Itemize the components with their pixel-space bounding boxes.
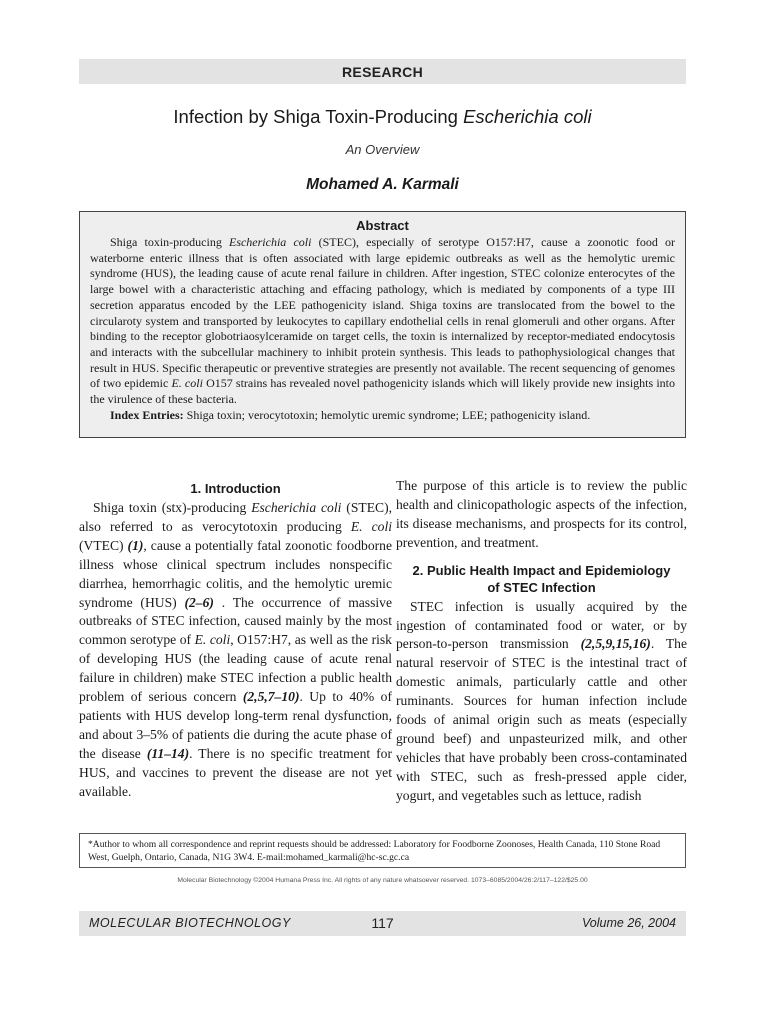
copyright-line: Molecular Biotechnology ©2004 Humana Press Inc. All rights of any nature whatsoever reserved. 1073–6085/2004/26:2/117–122/$25.00: [177, 877, 588, 884]
page-number: 117: [371, 915, 394, 931]
species-name: Escherichia coli: [251, 500, 342, 515]
page-footer: [79, 911, 686, 936]
purpose-paragraph: The purpose of this article is to review the public health and clinicopathologic aspects of the infection, its disease mechanisms, and prospects for its control, prevention, and treatment.: [396, 478, 687, 550]
citation-ref: (2,5,9,15,16): [580, 636, 651, 652]
citation-ref: (2,5,7–10): [242, 689, 300, 705]
text-fragment: . The occurrence of massive outbreaks of STEC infection, caused mainly by the most common serotype of: [79, 594, 392, 648]
abstract-fragment: (STEC), especially of serotype O157:H7, cause a zoonotic food or waterborne enteric illness that is often associated with large epidemic outbreaks as well as the hemolytic uremic syndrome (HUS), the leading cause of acute renal failure in children. After ingestion, STEC colonize enterocytes of the large bowel with a characteristic attaching and effacing pathology, which is mediated by components of a type III secretion apparatus encoded by the LEE pathogenicity island. Shiga toxins are translocated from the bowel to the circularoty system and transported by leukocytes to capillary endothelial cells in renal glomeruli and other organs. After binding to the receptor globotriaosylceramide on target cells, the toxin is internalized by receptor-mediated endocytosis and interacts with the subcellular machinery to inhibit protein synthesis. This leads to pathophysiological changes that result in HUS. Specific therapeutic or preventive strategies are presently not available. The recent sequencing of genomes of two epidemic: [90, 235, 675, 391]
text-fragment: (VTEC): [79, 537, 128, 553]
text-fragment: , O157:H7, as well as the risk of developing HUS (the leading cause of acute renal failure in children) make STEC infection a public health problem of serious concern: [79, 632, 392, 705]
citation-ref: (1): [127, 537, 144, 553]
text-fragment: . There is no specific treatment for HUS, and vaccines to prevent the disease are not yet available.: [79, 745, 392, 799]
section-heading-epidemiology: [396, 562, 687, 596]
abstract-box: [79, 211, 686, 438]
species-name: E. coli: [194, 632, 231, 648]
author-footnote: *Author to whom all correspondence and reprint requests should be addressed: Laboratory for Foodborne Zoonoses, Health Canada, 110 Stone Road West, Guelph, Ontario, Canada, N1G 3W4. E-mail:mohamed_karmali@hc-sc.gc.ca: [79, 833, 686, 868]
index-entries-text: Shiga toxin; verocytotoxin; hemolytic uremic syndrome; LEE; pathogenicity island.: [183, 407, 591, 422]
title-text: Infection by Shiga Toxin-Producing: [173, 106, 464, 127]
text-fragment: . The natural reservoir of STEC is the intestinal tract of domestic animals, particularly cattle and other ruminants. Sources for human infection include foods of animal origin such as meats (especially ground beef) and unpasteurized milk, and other vehicles that have probably been cross-contaminated with STEC, such as fresh-pressed apple cider, yogurt, and vegetables such as lettuce, radish: [396, 636, 687, 803]
article-subtitle: An Overview: [345, 142, 420, 157]
citation-ref: (11–14): [146, 745, 190, 761]
abstract-text: [90, 235, 675, 408]
species-name: E. coli: [350, 518, 392, 534]
intro-paragraph: [79, 499, 392, 802]
text-fragment: STEC infection is usually acquired by the ingestion of contaminated food or water, or by person-to-person transmission: [396, 598, 687, 652]
article-title: [79, 106, 686, 128]
index-entries-label: Index Entries:: [110, 407, 184, 422]
abstract-heading: Abstract: [356, 218, 409, 233]
citation-ref: (2–6): [184, 594, 214, 610]
text-fragment: Shiga toxin (stx)-producing: [93, 500, 252, 515]
text-fragment: (STEC), also referred to as verocytotoxin producing: [79, 500, 392, 534]
right-column: [396, 477, 687, 806]
index-entries: [90, 408, 675, 424]
section-header: RESEARCH: [79, 59, 686, 84]
author-name: Mohamed A. Karmali: [306, 176, 459, 193]
abstract-species: Escherichia coli: [228, 235, 312, 249]
abstract-species: E. coli: [171, 376, 203, 391]
left-column: [79, 477, 392, 802]
heading-line: of STEC Infection: [487, 579, 596, 595]
section-heading-introduction: 1. Introduction: [190, 481, 281, 496]
title-species: Escherichia coli: [463, 106, 592, 127]
abstract-fragment: Shiga toxin-producing: [110, 235, 229, 249]
text-fragment: , cause a potentially fatal zoonotic foodborne illness whose clinical spectrum includes nonspecific diarrhea, hemorrhagic colitis, and the hemolytic uremic syndrome (HUS): [79, 537, 392, 610]
epidemiology-paragraph: [396, 598, 687, 806]
abstract-fragment: O157 strains has revealed novel pathogenicity islands which will likely provide new insights into the virulence of these bacteria.: [90, 376, 675, 407]
heading-line: 2. Public Health Impact and Epidemiology: [412, 562, 671, 578]
journal-name: MOLECULAR BIOTECHNOLOGY: [89, 916, 291, 930]
volume-info: Volume 26, 2004: [581, 916, 676, 930]
text-fragment: . Up to 40% of patients with HUS develop long-term renal dysfunction, and about 3–5% of patients die during the acute phase of the disease: [79, 689, 392, 761]
